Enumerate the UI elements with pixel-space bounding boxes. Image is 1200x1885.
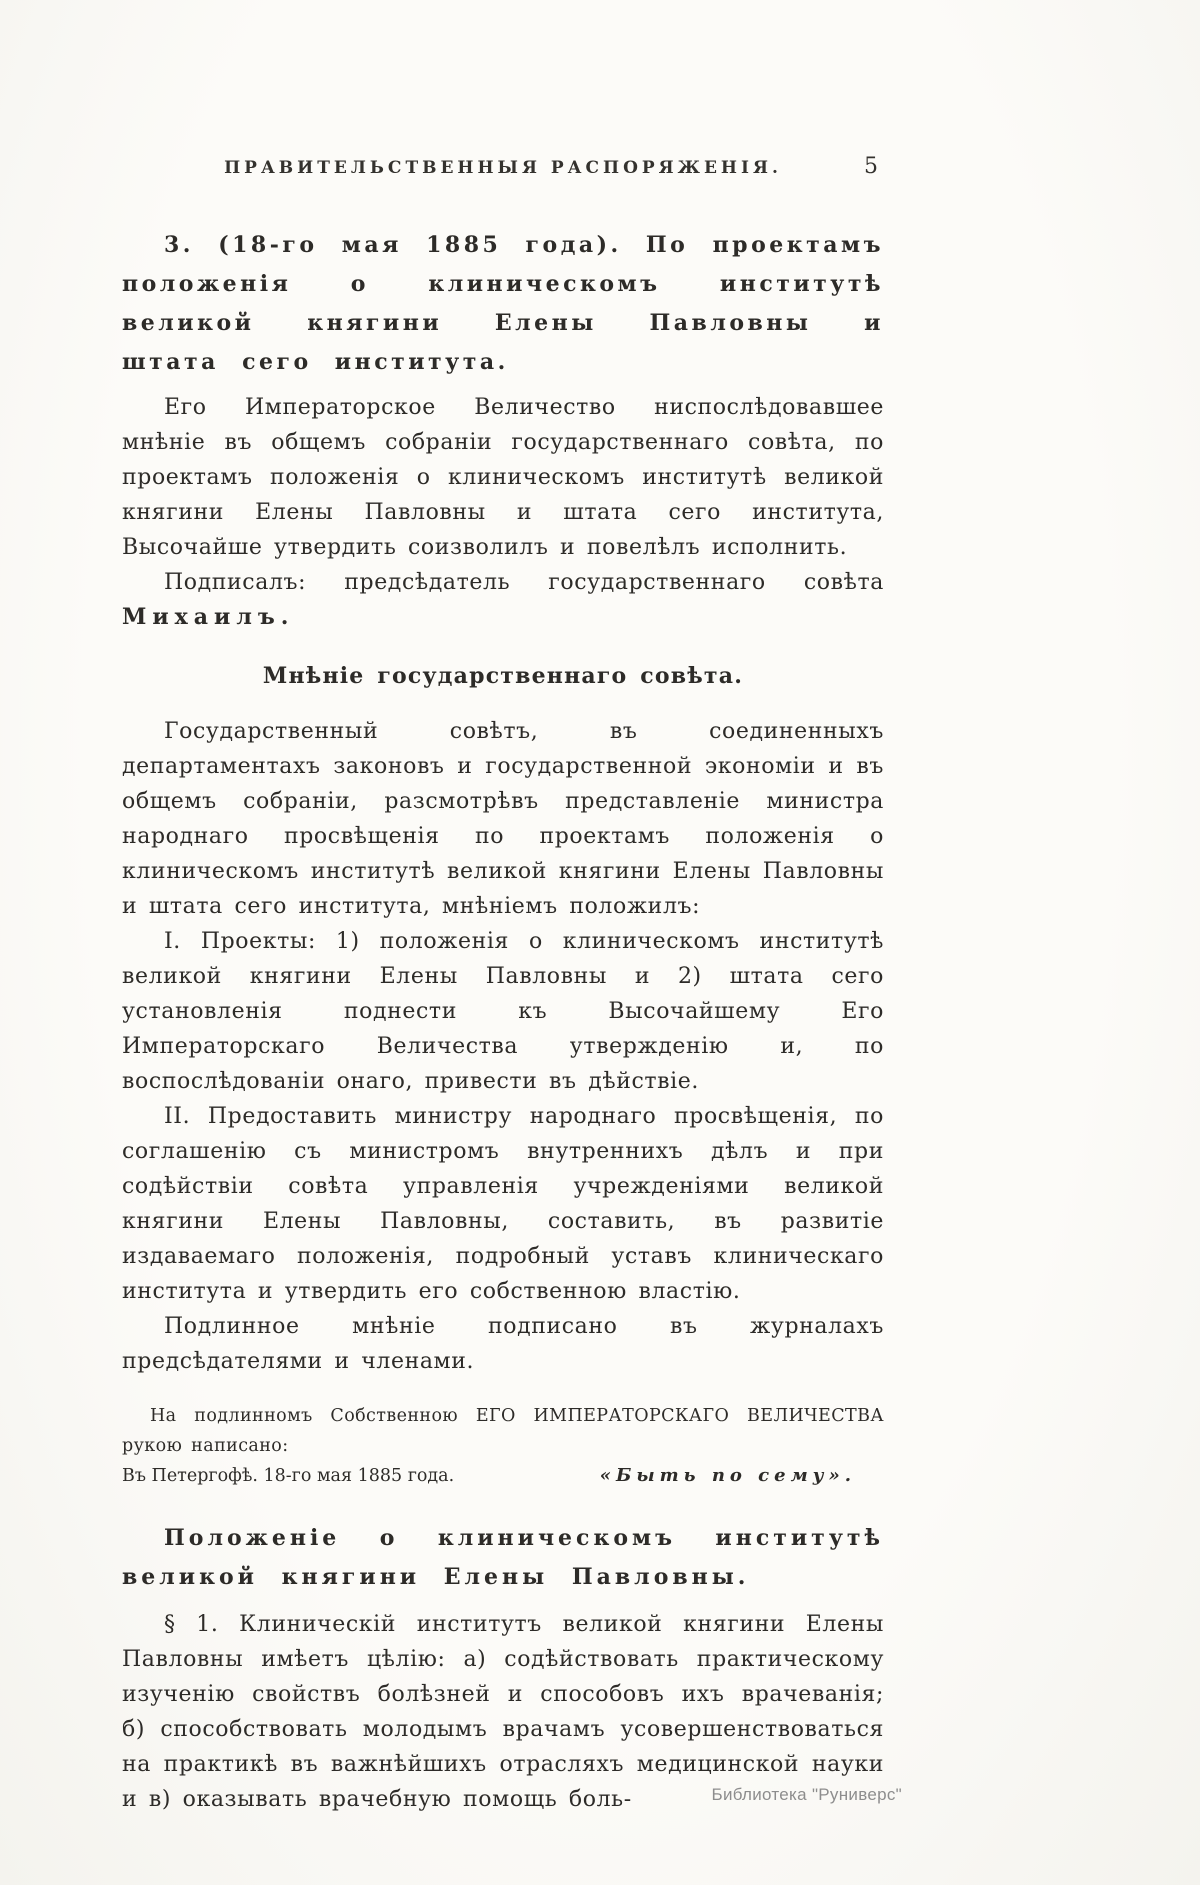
- decree-signature: [122, 565, 884, 635]
- decree-body: Его Императорское Величество ниспослѣдовавшее мнѣніе въ общемъ собраніи государственнаго совѣта, по проектамъ положенія о клиническомъ институтѣ великой княгини Елены Павловны и штата сего института, Высочайше утвердить соизволилъ и повелѣлъ исполнить.: [122, 395, 884, 560]
- regulation-heading: Положеніе о клиническомъ институтѣ великой княгини Елены Павловны.: [122, 1525, 884, 1590]
- signature-prefix: Подписалъ: предсѣдатель государственнаго совѣта: [164, 570, 884, 595]
- opinion-heading: Мнѣніе государственнаго совѣта.: [262, 663, 744, 689]
- opinion-paragraph: Подлинное мнѣніе подписано въ журналахъ предсѣдателями и членами.: [122, 1314, 884, 1374]
- signature-name: Михаилъ.: [122, 604, 295, 630]
- page-number: 5: [864, 154, 878, 179]
- opinion-paragraph: I. Проекты: 1) положенія о клиническомъ институтѣ великой княгини Елены Павловны и 2) штата сего установленія поднести къ Высочайшему Его Императорскаго Величества утвержденію и, по воспослѣдованіи онаго, привести въ дѣйствіе.: [122, 929, 884, 1094]
- imperial-note-date: Въ Петергофѣ. 18-го мая 1885 года.: [122, 1466, 455, 1486]
- imperial-note: [122, 1401, 884, 1491]
- imperial-note-line1: На подлинномъ Собственною ЕГО ИМПЕРАТОРСКАГО ВЕЛИЧЕСТВА рукою написано:: [122, 1406, 884, 1456]
- imperial-note-line2: [122, 1461, 884, 1491]
- opinion-paragraph: II. Предоставить министру народнаго просвѣщенія, по соглашенію съ министромъ внутреннихъ дѣлъ и при содѣйствіи совѣта управленія учрежденіями великой княгини Елены Павловны, составить, въ развитіе издаваемаго положенія, подробный уставъ клиническаго института и утвердить его собственною властію.: [122, 1104, 884, 1304]
- regulation-section-1: § 1. Клиническій институтъ великой княгини Елены Павловны имѣетъ цѣлію: а) содѣйствовать практическому изученію свойствъ болѣзней и способовъ ихъ врачеванія; б) способствовать молодымъ врачамъ усовершенствоваться на практикѣ въ важнѣйшихъ отрасляхъ медицинской науки и в) оказывать врачебную помощь боль-: [122, 1612, 884, 1812]
- text-column: [122, 154, 884, 1817]
- library-watermark: Библиотека "Руниверс": [711, 1785, 902, 1804]
- opinion-paragraph: Государственный совѣтъ, въ соединенныхъ департаментахъ законовъ и государственной экономіи и въ общемъ собраніи, разсмотрѣвъ представленіе министра народнаго просвѣщенія по проектамъ положенія о клиническомъ институтѣ великой княгини Елены Павловны и штата сего института, мнѣніемъ положилъ:: [122, 719, 884, 919]
- running-title: ПРАВИТЕЛЬСТВЕННЫЯ РАСПОРЯЖЕНІЯ.: [224, 158, 782, 178]
- running-header: [122, 154, 884, 179]
- imperial-note-quote: «Быть по сему».: [599, 1465, 856, 1486]
- decree-heading: 3. (18-го мая 1885 года). По проектамъ положенія о клиническомъ институтѣ великой княгини Елены Павловны и штата сего института.: [122, 232, 884, 375]
